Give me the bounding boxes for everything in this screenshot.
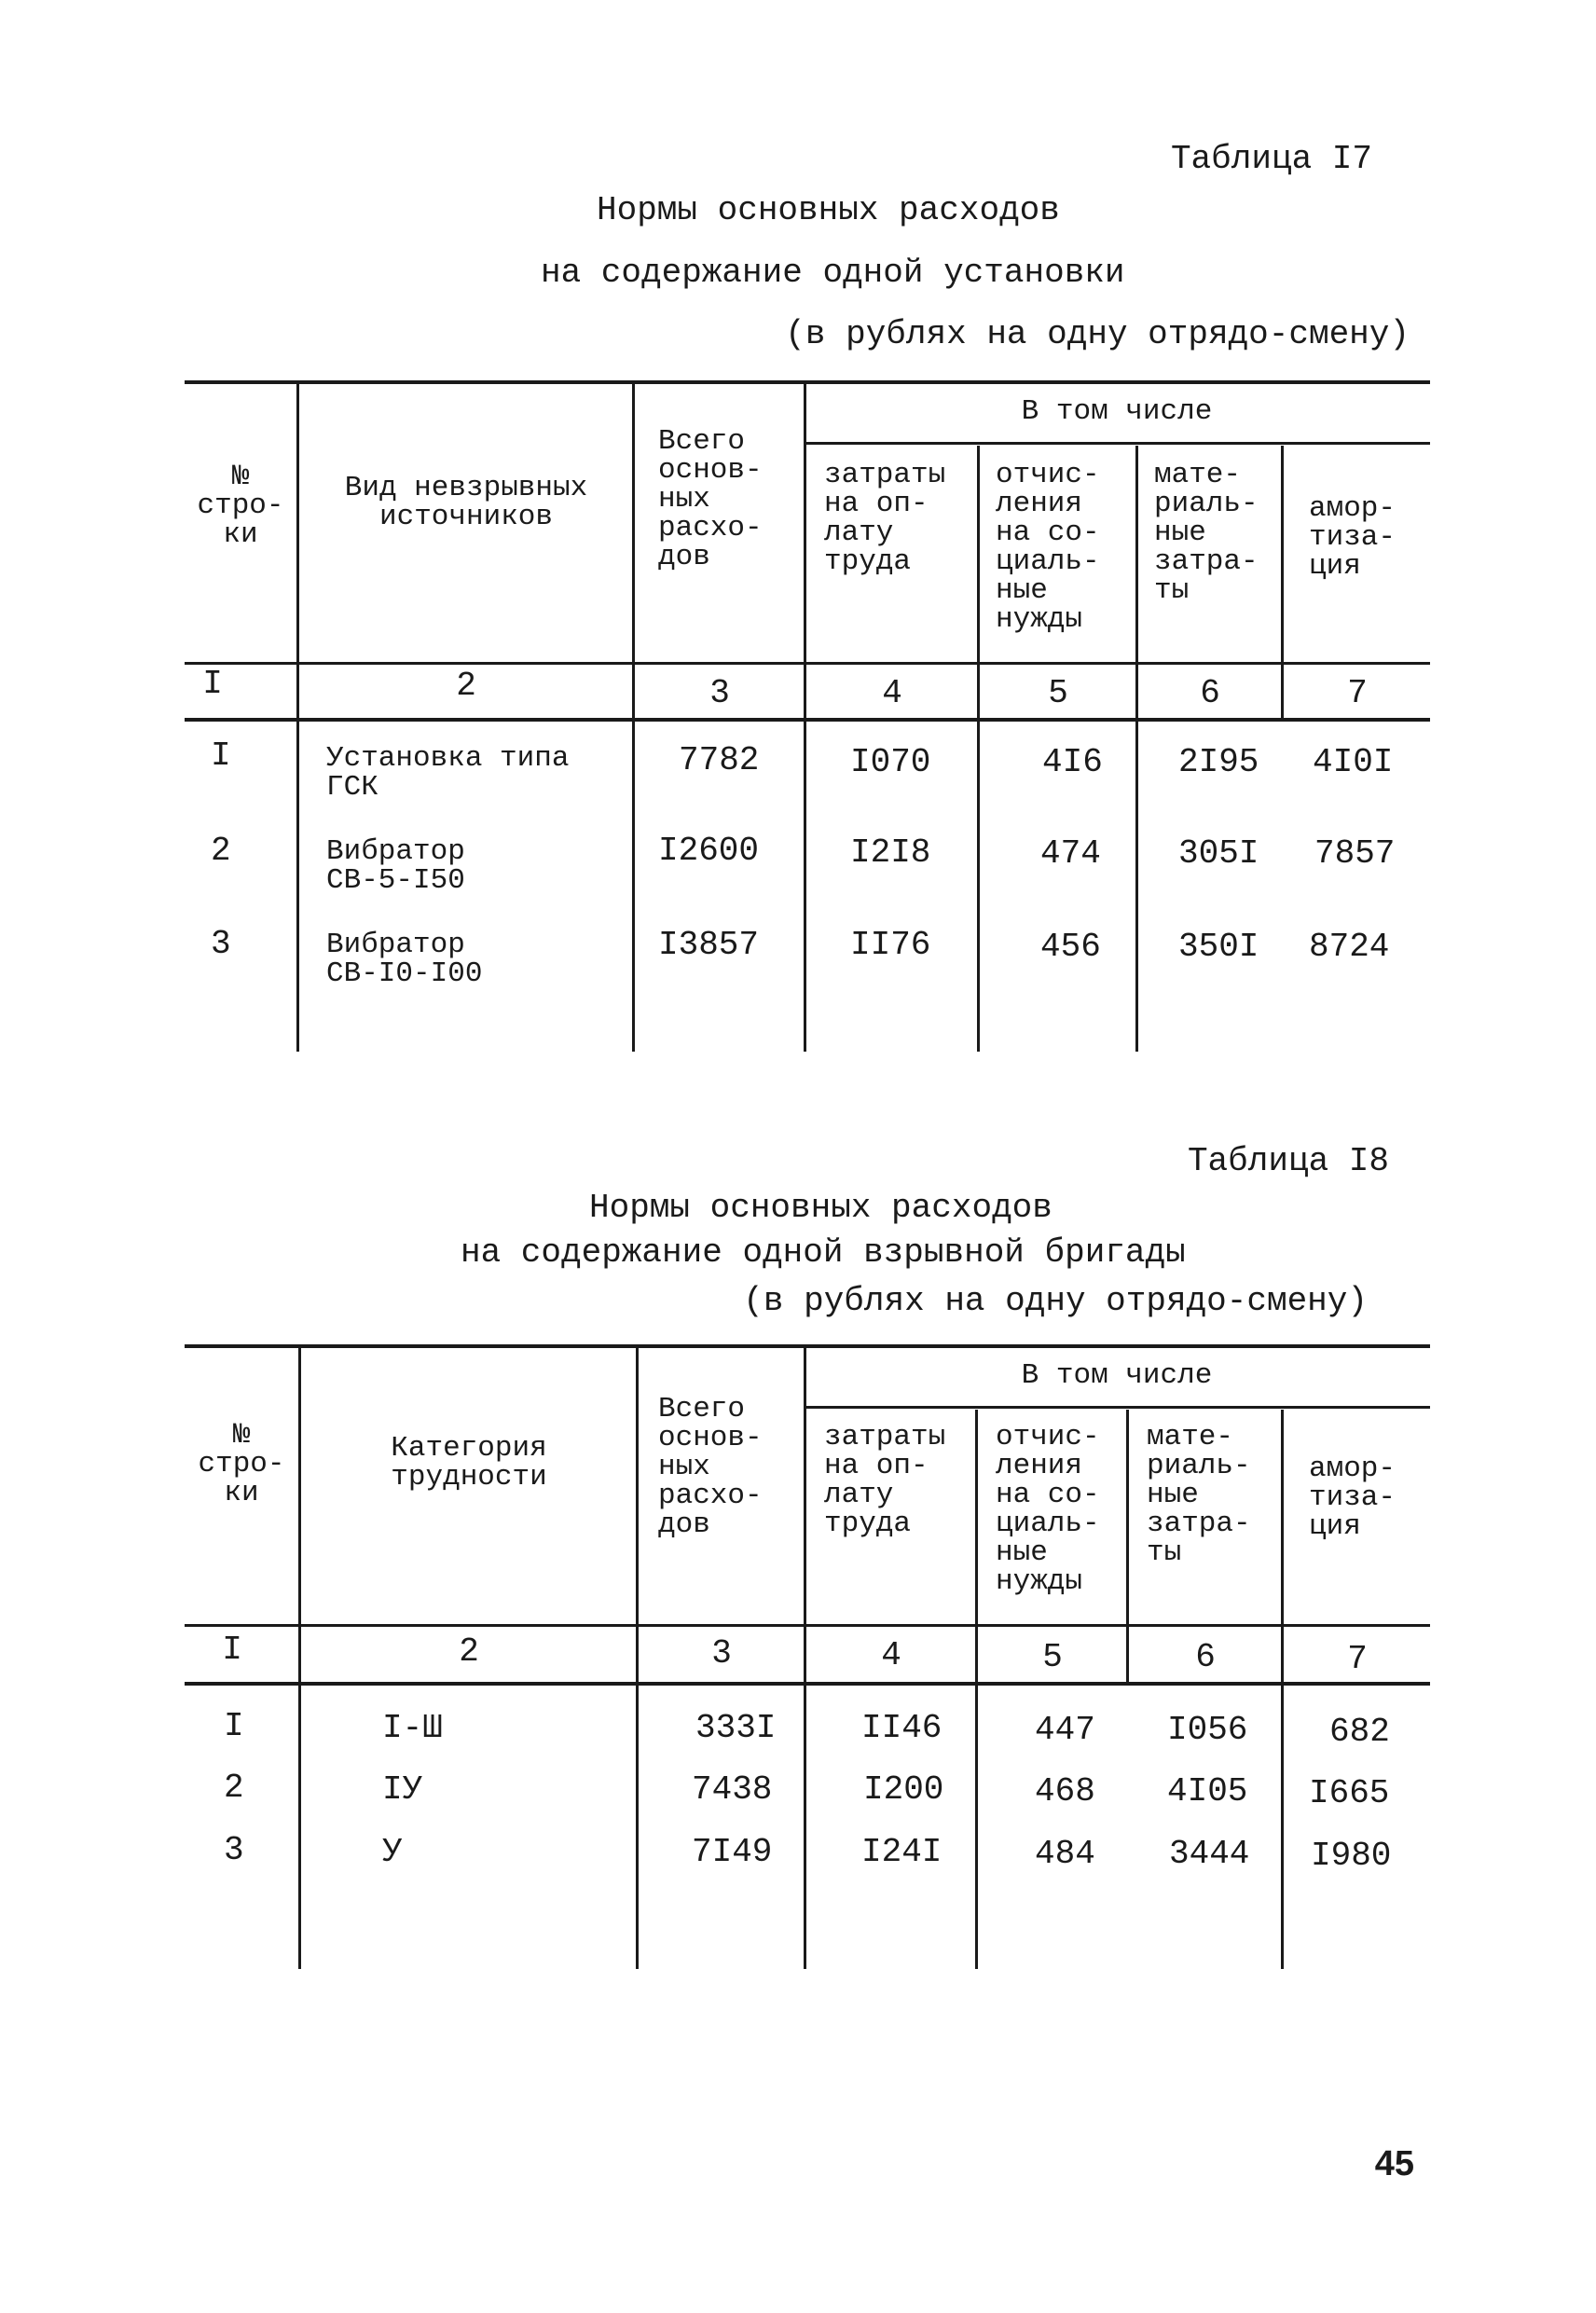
table17-title-line1: Нормы основных расходов <box>597 191 1060 229</box>
table18-label: Таблица I8 <box>1187 1142 1389 1180</box>
materials-cell: I056 <box>1167 1711 1248 1749</box>
social-cell: 484 <box>1035 1835 1095 1873</box>
column-number: 2 <box>456 667 476 705</box>
column-number: 3 <box>711 1634 732 1673</box>
social-cell: 468 <box>1035 1772 1095 1810</box>
header-source-type: Вид невзрывных источников <box>344 472 588 533</box>
header-amortization: амор- тиза- ция <box>1309 492 1396 583</box>
header-difficulty-category: Категория трудности <box>391 1432 547 1494</box>
table17 <box>185 380 1430 1052</box>
table-top-rule <box>185 380 1430 384</box>
materials-cell: 350I <box>1178 928 1259 966</box>
header-group: В том числе <box>1021 1359 1213 1392</box>
materials-cell: 2I95 <box>1178 743 1259 781</box>
difficulty-category-cell: I-Ш <box>382 1709 443 1747</box>
total-cell: 7438 <box>692 1770 773 1809</box>
total-cell: 333I <box>695 1709 777 1747</box>
header-amortization: амор- тиза- ция <box>1309 1453 1396 1543</box>
total-cell: I2600 <box>658 832 760 870</box>
column-divider <box>636 1344 639 1969</box>
table18-title-line2: на содержание одной взрывной бригады <box>461 1233 1186 1272</box>
header-materials: мате- риаль- ные затра- ты <box>1147 1421 1251 1569</box>
row-number: 2 <box>224 1769 244 1807</box>
materials-cell: 305I <box>1178 834 1259 873</box>
materials-cell: 4I05 <box>1167 1772 1248 1810</box>
column-number: 5 <box>1042 1638 1063 1676</box>
amortization-cell: I980 <box>1311 1837 1392 1875</box>
header-social: отчис- ления на со- циаль- ные нужды <box>996 459 1100 636</box>
column-divider <box>296 380 299 1052</box>
column-divider <box>977 446 980 1052</box>
column-divider <box>1281 446 1284 718</box>
table-top-rule <box>185 1344 1430 1348</box>
column-number: 7 <box>1347 1640 1368 1678</box>
amortization-cell: 8724 <box>1309 928 1390 966</box>
table17-title-line2: на содержание одной установки <box>541 254 1125 292</box>
total-cell: 7I49 <box>692 1833 773 1871</box>
row-number: 3 <box>224 1831 244 1869</box>
social-cell: 447 <box>1035 1711 1095 1749</box>
labor-cell: I2I8 <box>850 833 931 872</box>
header-bottom-rule <box>185 662 1430 665</box>
labor-cell: II76 <box>850 926 931 964</box>
column-divider <box>1135 446 1138 1052</box>
header-total: Всего основ- ных расхо- дов <box>658 1393 763 1541</box>
header-row-number: № стро- ки <box>197 461 284 551</box>
column-number: I <box>222 1631 242 1669</box>
header-total: Всего основ- ных расхо- дов <box>658 425 763 573</box>
header-row-number: № стро- ки <box>198 1419 285 1509</box>
column-divider <box>804 380 806 1052</box>
column-number: 2 <box>459 1632 479 1671</box>
labor-cell: I070 <box>850 743 931 781</box>
source-type-cell: Вибратор СВ-I0-I00 <box>326 929 483 990</box>
header-group: В том числе <box>1021 395 1213 428</box>
header-social: отчис- ления на со- циаль- ные нужды <box>996 1421 1100 1598</box>
source-type-cell: Установка типа ГСК <box>326 742 570 804</box>
table18 <box>185 1344 1430 1969</box>
header-bottom-rule <box>185 1624 1430 1627</box>
total-cell: I3857 <box>658 926 760 964</box>
row-number: I <box>211 737 231 775</box>
table17-units: (в рублях на одну отрядо-смену) <box>785 315 1410 353</box>
column-divider <box>975 1410 978 1969</box>
total-cell: 7782 <box>679 741 760 779</box>
column-number: 6 <box>1195 1638 1216 1676</box>
column-number: 7 <box>1347 674 1368 712</box>
labor-cell: I200 <box>863 1770 944 1809</box>
column-number: 4 <box>882 674 902 712</box>
social-cell: 4I6 <box>1042 743 1103 781</box>
column-divider <box>804 1344 806 1969</box>
column-number: 3 <box>709 674 730 712</box>
column-number: 5 <box>1048 674 1068 712</box>
social-cell: 474 <box>1040 834 1101 873</box>
amortization-cell: 4I0I <box>1313 743 1394 781</box>
labor-cell: II46 <box>861 1709 942 1747</box>
table17-label: Таблица I7 <box>1170 140 1372 178</box>
subheader-rule <box>804 442 1430 445</box>
header-labor: затраты на оп- лату труда <box>824 459 946 578</box>
social-cell: 456 <box>1040 928 1101 966</box>
column-divider <box>632 380 635 1052</box>
difficulty-category-cell: IУ <box>382 1770 423 1809</box>
column-divider <box>1281 1410 1284 1969</box>
table18-title-line1: Нормы основных расходов <box>589 1189 1053 1227</box>
table18-units: (в рублях на одну отрядо-смену) <box>743 1282 1368 1320</box>
column-number: 6 <box>1200 674 1220 712</box>
source-type-cell: Вибратор СВ-5-I50 <box>326 835 465 897</box>
labor-cell: I24I <box>861 1833 942 1871</box>
header-labor: затраты на оп- лату труда <box>824 1421 946 1540</box>
column-numbers-rule <box>185 718 1430 722</box>
column-divider <box>1126 1410 1129 1682</box>
amortization-cell: 682 <box>1329 1713 1390 1751</box>
row-number: I <box>224 1707 244 1745</box>
column-numbers-rule <box>185 1682 1430 1686</box>
difficulty-category-cell: У <box>382 1833 403 1871</box>
column-divider <box>298 1344 301 1969</box>
column-number: I <box>202 665 223 703</box>
page-number: 45 <box>1374 2144 1414 2183</box>
amortization-cell: I665 <box>1309 1774 1390 1812</box>
amortization-cell: 7857 <box>1314 834 1396 873</box>
row-number: 3 <box>211 925 231 963</box>
column-number: 4 <box>881 1636 901 1674</box>
subheader-rule <box>804 1406 1430 1409</box>
materials-cell: 3444 <box>1169 1835 1250 1873</box>
header-materials: мате- риаль- ные затра- ты <box>1154 459 1259 607</box>
row-number: 2 <box>211 832 231 870</box>
